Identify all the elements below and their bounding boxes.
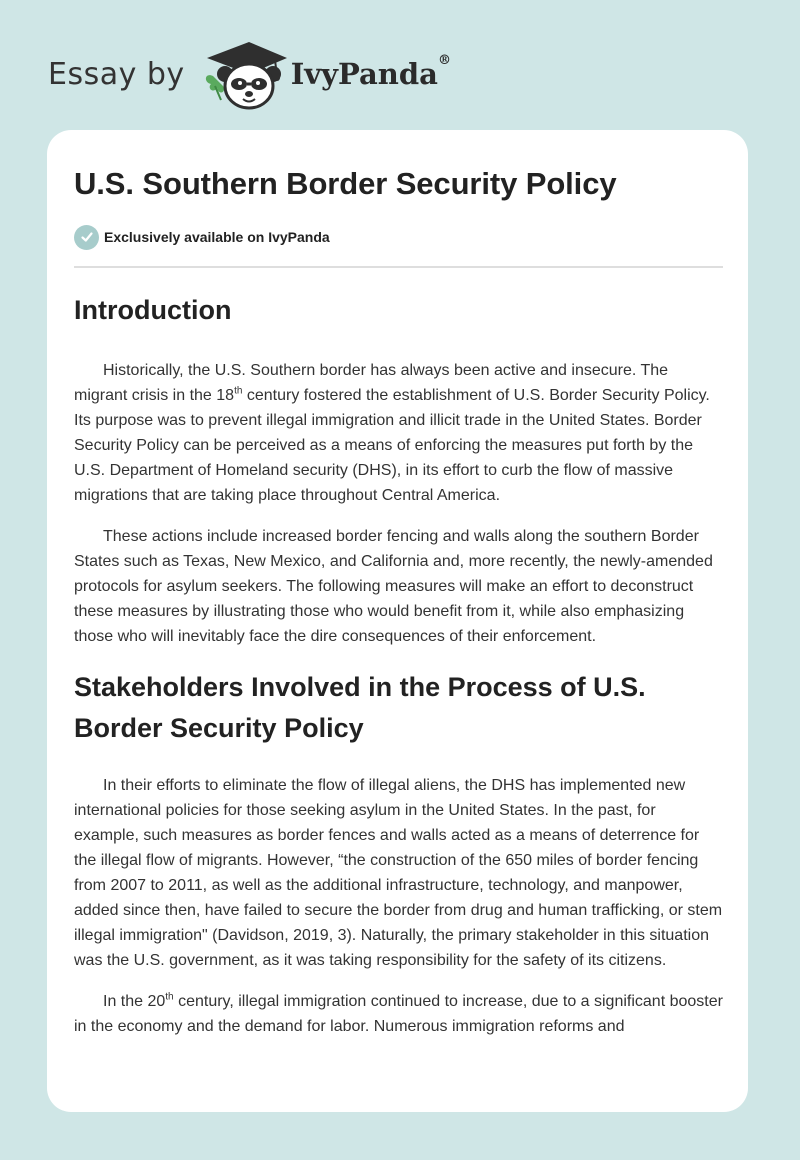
- panda-logo-icon: [199, 36, 289, 112]
- registered-mark: ®: [437, 53, 451, 68]
- ivypanda-logo-link[interactable]: [199, 36, 451, 112]
- essay-by-label: Essay by: [48, 56, 185, 92]
- section-introduction: [74, 290, 723, 649]
- check-circle-icon: [74, 225, 99, 250]
- page-title: U.S. Southern Border Security Policy: [74, 166, 617, 201]
- exclusive-badge-label: Exclusively available on IvyPanda: [104, 229, 330, 245]
- brand-name: IvyPanda®: [290, 53, 451, 91]
- paragraph: In their efforts to eliminate the flow of illegal aliens, the DHS has implemented new international policies for those seeking asylum in the United States. In the past, for example, such measures as border fences and walls acted as a means of deterrence for the illegal flow of migrants. However, “the construction of the 650 miles of border fencing from 2007 to 2011, as well as the additional infrastructure, technology, and manpower, added since then, have failed to secure the border from drug and human trafficking, or stem illegal immigration" (Davidson, 2019, 3). Naturally, the primary stakeholder in this situation was the U.S. government, as it was taking responsibility for the safety of its citizens.: [74, 777, 723, 969]
- paragraph: In the 20th century, illegal immigration continued to increase, due to a significant booster in the economy and the demand for labor. Numerous immigration reforms and: [74, 991, 723, 1035]
- section-stakeholders: [74, 667, 723, 1039]
- section-heading: Stakeholders Involved in the Process of U.S. Border Security Policy: [74, 672, 646, 743]
- site-header: [48, 34, 451, 114]
- paragraph: Historically, the U.S. Southern border has always been active and insecure. The migrant crisis in the 18th century fostered the establishment of U.S. Border Security Policy. Its purpose was to prevent illegal immigration and illicit trade in the United States. Border Security Policy can be perceived as a means of enforcing the measures put forth by the U.S. Department of Homeland security (DHS), in its effort to curb the flow of massive migrations that are taking place throughout Central America.: [74, 362, 710, 504]
- paragraph: These actions include increased border fencing and walls along the southern Border States such as Texas, New Mexico, and California and, more recently, the newly-amended protocols for asylum seekers. The following measures will make an effort to deconstruct these measures by illustrating those who would benefit from it, while also emphasizing those who will inevitably face the dire consequences of their enforcement.: [74, 528, 713, 645]
- exclusive-badge: [74, 224, 723, 250]
- divider: [74, 266, 723, 268]
- essay-card: [47, 130, 748, 1112]
- section-heading: Introduction: [74, 295, 232, 325]
